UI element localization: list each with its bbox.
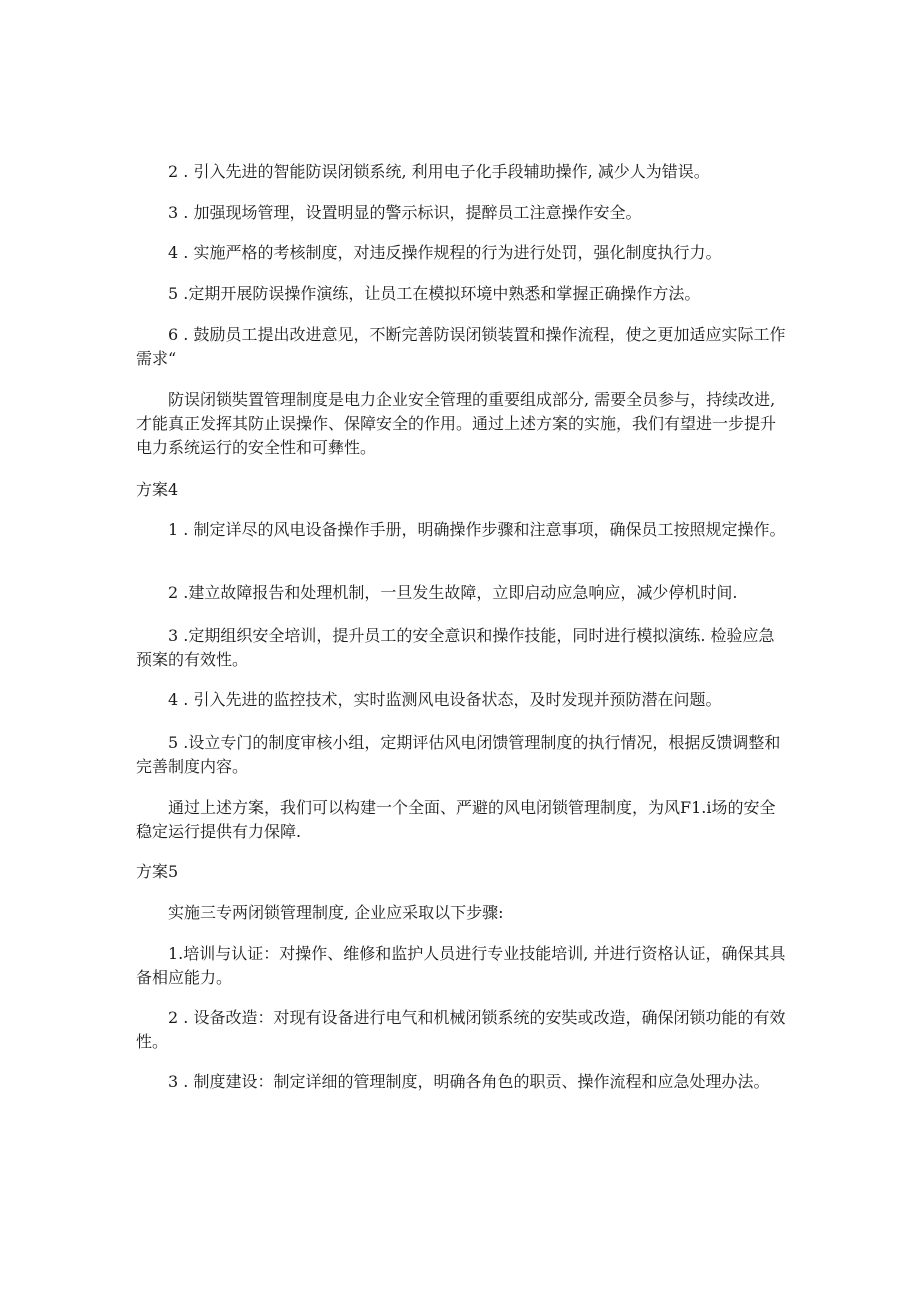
list-item-safety-training: 3 .定期组织安全培训，提升员工的安全意识和操作技能，同时进行模拟演练. 检验应急预案的有效性。 — [136, 626, 775, 669]
summary-paragraph: 防误闭锁奘置管理制度是电力企业安全管理的重要组成部分, 需要全员参与，持续改进, 才能真正发挥其防止误操作、保障安全的作用。通过上述方案的实施，我们有望进一步提升电力系统运行的安全性和可彝性。 — [136, 390, 777, 457]
list-item-improvement-suggestions: 6 . 鼓励员工提出改进意见，不断完善防误闭锁装置和操作流程，使之更加适应实际工作需求“ — [136, 325, 786, 368]
list-item-monitoring-technology: 4 . 引入先进的监控技术，实时监测风电设备状态，及时发现并预防潜在问题。 — [168, 690, 722, 709]
list-item-assessment-system: 4 . 实施严格的考核制度，对违反操作规程的行为进行处罚，强化制度执行力。 — [168, 243, 722, 262]
list-item-fault-reporting: 2 .建立故障报告和处理机制，一旦发生故障，立即启动应急响应，减少停机时间. — [168, 583, 738, 602]
list-item-equipment-upgrade: 2 . 设备改造：对现有设备进行电气和机械闭锁系统的安奘或改造，确保闭锁功能的有效性。 — [136, 1008, 786, 1051]
list-item-site-management: 3 . 加强现场管理，设置明显的警示标识，提醉员工注意操作安全。 — [168, 203, 642, 222]
conclusion-paragraph: 通过上述方案，我们可以构建一个全面、严避的风电闭锁管理制度，为风F1.i场的安全稳定运行提供有力保障. — [136, 798, 776, 841]
list-item-training-certification: 1.培训与认证：对操作、维修和监护人员进行专业技能培训, 并进行资格认证，确保其具备相应能力。 — [136, 944, 786, 987]
list-item-system-construction: 3 . 制度建设：制定详细的管理制度，明确各角色的职贡、操作流程和应急处理办法。 — [168, 1072, 770, 1091]
section-heading-plan-5: 方案5 — [136, 862, 179, 881]
intro-paragraph: 实施三专两闭锁管理制度, 企业应采取以下步骤: — [168, 903, 504, 922]
list-item-drill: 5 .定期开展防误操作演练，让员工在模拟环境中熟悉和掌握正确操作方法。 — [168, 284, 701, 303]
section-heading-plan-4: 方案4 — [136, 480, 179, 499]
list-item-smart-lock-system: 2 . 引入先进的智能防误闭锁系统, 利用电子化手段辅助操作, 减少人为错误。 — [168, 162, 710, 181]
list-item-review-group: 5 .设立专门的制度审核小组，定期评估风电闭馈管理制度的执行情况，根据反馈调整和完善制度内容。 — [136, 733, 781, 776]
list-item-operation-manual: 1 . 制定详尽的风电设备操作手册，明确操作步骤和注意事项，确保员工按照规定操作。 — [168, 520, 786, 539]
